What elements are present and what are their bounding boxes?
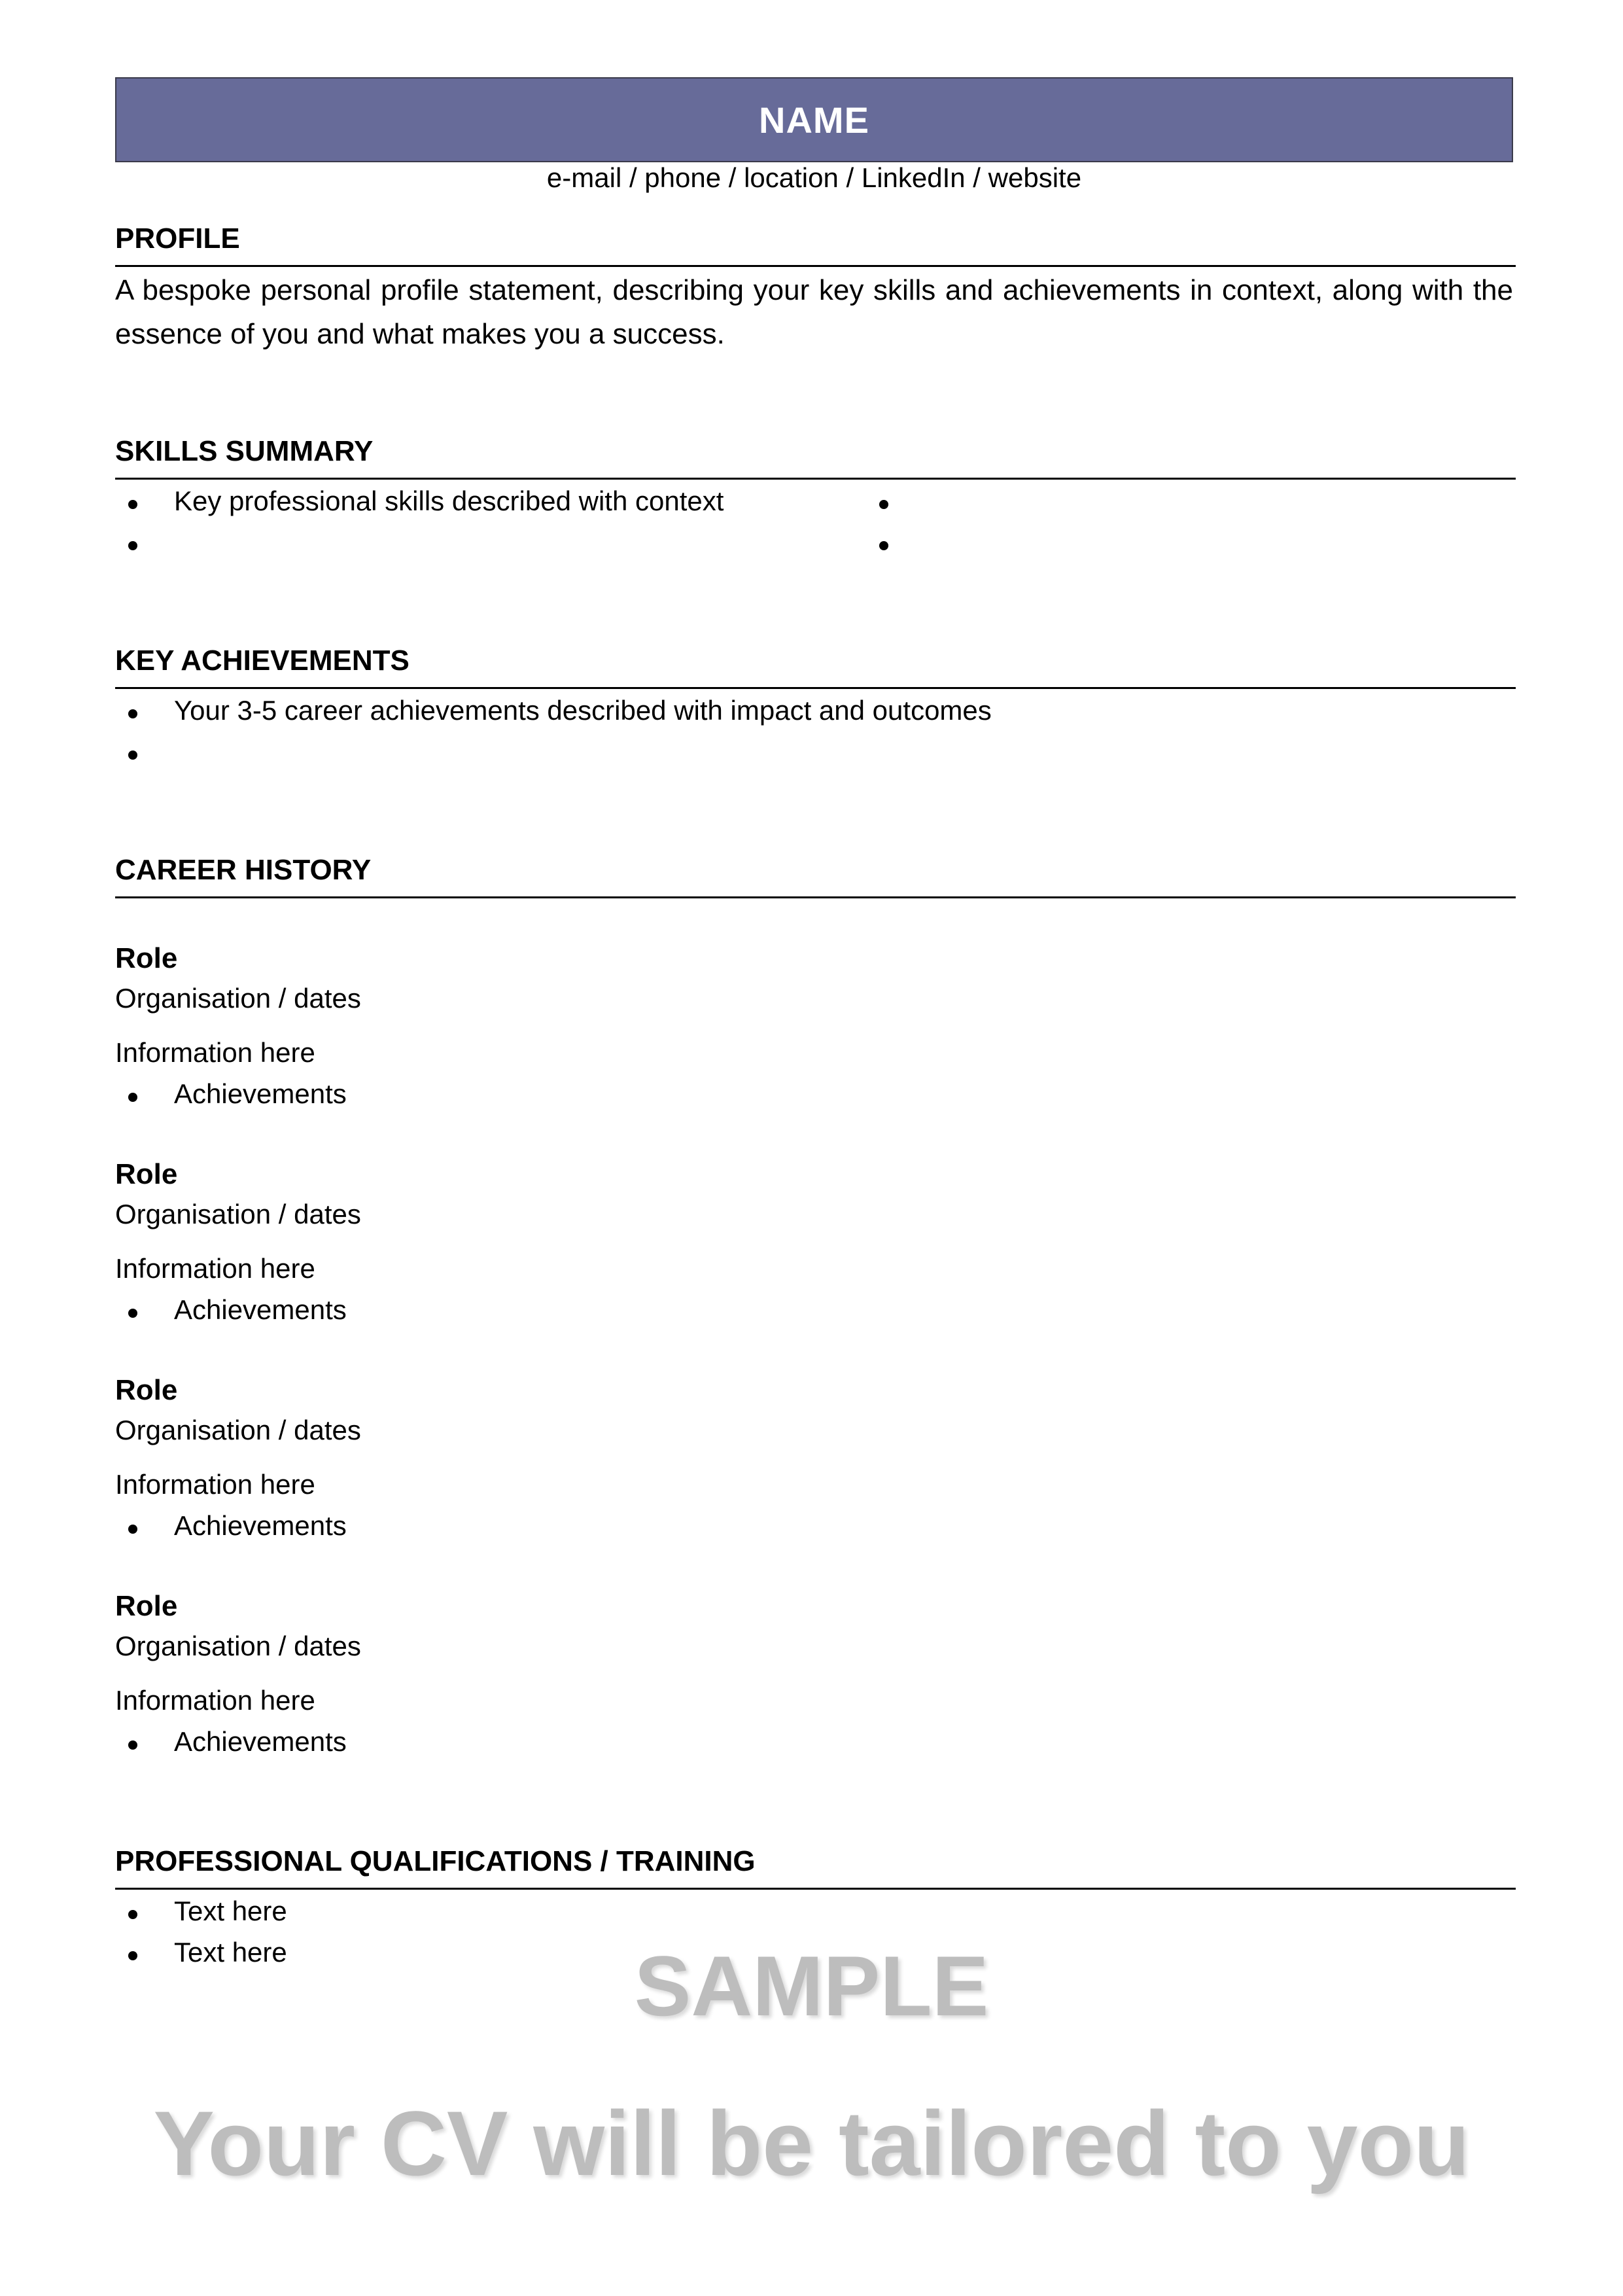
bullet-icon	[128, 1740, 137, 1750]
skills-rule	[115, 478, 1516, 480]
tailored-watermark: Your CV will be tailored to you	[153, 2092, 1470, 2195]
achievement-item: Your 3-5 career achievements described with impact and outcomes	[115, 695, 1423, 728]
bullet-icon	[128, 541, 137, 550]
bullet-icon	[879, 541, 888, 550]
profile-heading: PROFILE	[115, 222, 240, 255]
name-banner	[115, 77, 1513, 162]
career-heading: CAREER HISTORY	[115, 854, 372, 886]
achievements-rule	[115, 687, 1516, 689]
bullet-icon	[128, 500, 137, 509]
role-achievement: Achievements	[115, 1510, 769, 1543]
skill-item	[870, 527, 1459, 559]
role-title: Role	[115, 942, 178, 974]
role-title: Role	[115, 1158, 178, 1190]
candidate-name: NAME	[759, 99, 869, 141]
role-title: Role	[115, 1374, 178, 1406]
achievement-item	[115, 736, 1423, 769]
role-information: Information here	[115, 1685, 315, 1716]
qualifications-rule	[115, 1888, 1516, 1890]
role-title: Role	[115, 1590, 178, 1622]
role-achievement: Achievements	[115, 1726, 769, 1759]
achievements-heading: KEY ACHIEVEMENTS	[115, 645, 410, 677]
role-achievement: Achievements	[115, 1294, 769, 1327]
role-achievement: Achievements	[115, 1078, 769, 1111]
skill-item	[870, 486, 1459, 518]
qualification-item: Text here	[115, 1896, 769, 1928]
role-organisation: Organisation / dates	[115, 1631, 361, 1661]
role-organisation: Organisation / dates	[115, 983, 361, 1014]
bullet-icon	[128, 709, 137, 718]
bullet-icon	[128, 1309, 137, 1318]
bullet-icon	[128, 1093, 137, 1102]
qualifications-heading: PROFESSIONAL QUALIFICATIONS / TRAINING	[115, 1845, 756, 1877]
bullet-icon	[128, 1910, 137, 1919]
qualification-item: Text here	[115, 1937, 769, 1969]
role-information: Information here	[115, 1469, 315, 1500]
contact-line: e-mail / phone / location / LinkedIn / website	[546, 162, 1082, 193]
role-organisation: Organisation / dates	[115, 1199, 361, 1229]
profile-text: A bespoke personal profile statement, describing your key skills and achievements in context, along with the essence of you and what makes you a success.	[115, 274, 1513, 350]
bullet-icon	[879, 500, 888, 509]
role-information: Information here	[115, 1037, 315, 1068]
bullet-icon	[128, 1525, 137, 1534]
profile-rule	[115, 265, 1516, 267]
skills-heading: SKILLS SUMMARY	[115, 435, 374, 467]
skill-item	[115, 527, 835, 559]
bullet-icon	[128, 751, 137, 760]
role-information: Information here	[115, 1253, 315, 1284]
role-organisation: Organisation / dates	[115, 1415, 361, 1445]
career-rule	[115, 896, 1516, 898]
sample-watermark: SAMPLE	[634, 1938, 989, 2034]
